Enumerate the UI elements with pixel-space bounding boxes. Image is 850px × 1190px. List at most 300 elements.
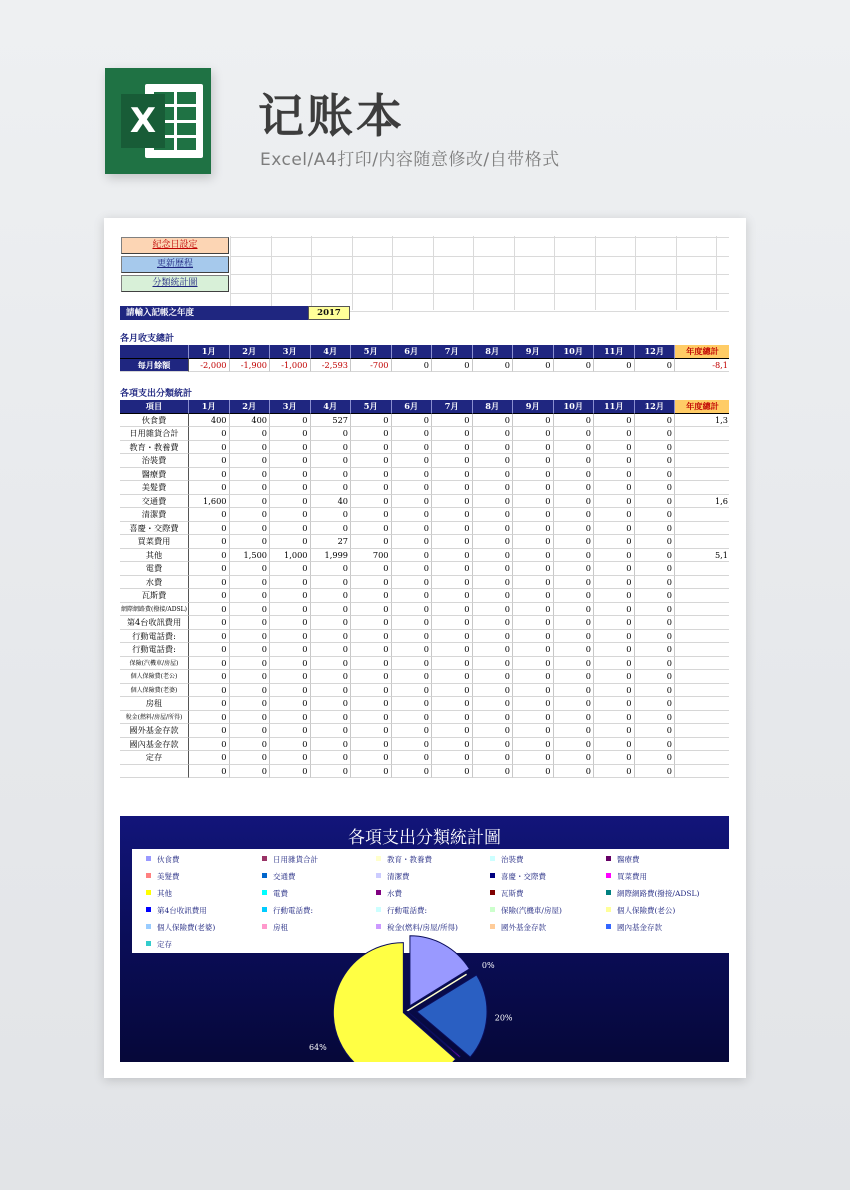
expense-cell: 0 <box>513 535 554 549</box>
header-label-cell <box>120 345 189 359</box>
expense-annual-total <box>675 427 729 441</box>
expense-cell: 0 <box>230 697 271 711</box>
expense-cell: 0 <box>392 616 433 630</box>
expense-cell: 0 <box>230 468 271 482</box>
expense-cell: 0 <box>473 562 514 576</box>
expense-category-label: 行動電話費: <box>120 643 189 657</box>
expense-annual-total <box>675 603 729 617</box>
expense-cell: 0 <box>473 549 514 563</box>
expense-cell: 0 <box>311 468 352 482</box>
expense-cell: 0 <box>230 711 271 725</box>
expense-cell: 0 <box>473 738 514 752</box>
expense-cell: 0 <box>594 454 635 468</box>
expense-cell: 0 <box>554 468 595 482</box>
expense-category-label: 電費 <box>120 562 189 576</box>
expense-cell: 0 <box>230 670 271 684</box>
expense-cell: 0 <box>594 670 635 684</box>
expense-row <box>120 765 729 779</box>
expense-cell: 0 <box>635 697 676 711</box>
expense-cell: 0 <box>554 454 595 468</box>
expense-cell: 0 <box>189 657 230 671</box>
pie-slice-label: 20% <box>494 1013 513 1023</box>
expense-cell: 1,600 <box>189 495 230 509</box>
legend-label: 醫療費 <box>617 855 640 864</box>
grid-line <box>716 236 717 310</box>
legend-label: 國外基金存款 <box>501 923 546 932</box>
expense-cell: 0 <box>432 738 473 752</box>
expense-cell: 0 <box>594 427 635 441</box>
expense-cell: 0 <box>270 765 311 779</box>
expense-cell: 0 <box>432 724 473 738</box>
expense-cell: 0 <box>189 603 230 617</box>
monthly-balance-cell: 0 <box>432 359 473 373</box>
year-prompt-label: 請輸入記帳之年度 <box>120 306 308 320</box>
expense-cell: 0 <box>635 414 676 428</box>
expense-cell: 0 <box>513 589 554 603</box>
expense-cell: 0 <box>594 643 635 657</box>
expense-cell: 0 <box>432 684 473 698</box>
legend-label: 日用雜貨合計 <box>273 855 318 864</box>
expense-category-label: 房租 <box>120 697 189 711</box>
expense-annual-total <box>675 454 729 468</box>
expense-cell: 0 <box>311 751 352 765</box>
monthly-balance-cell: -1,000 <box>270 359 311 373</box>
expense-annual-total <box>675 630 729 644</box>
expense-cell: 0 <box>594 576 635 590</box>
expense-cell: 0 <box>230 616 271 630</box>
expense-cell: 0 <box>635 751 676 765</box>
expense-category-label: 買菜費用 <box>120 535 189 549</box>
pie-slice-label: 0% <box>481 960 495 970</box>
expense-annual-total <box>675 738 729 752</box>
grid-line <box>514 236 515 310</box>
expense-cell: 0 <box>473 508 514 522</box>
expense-cell: 0 <box>189 427 230 441</box>
expense-cell: 0 <box>635 468 676 482</box>
expense-cell: 0 <box>392 522 433 536</box>
expense-cell: 0 <box>230 576 271 590</box>
expense-cell: 0 <box>473 657 514 671</box>
expense-row <box>120 495 729 509</box>
legend-label: 瓦斯費 <box>501 889 524 898</box>
expense-cell: 0 <box>189 751 230 765</box>
month-header-cell: 8月 <box>473 400 514 414</box>
expense-cell: 0 <box>432 495 473 509</box>
expense-cell: 0 <box>351 481 392 495</box>
expense-cell: 0 <box>473 427 514 441</box>
expense-cell: 0 <box>351 508 392 522</box>
expense-category-label: 保險(汽機車/房屋) <box>120 657 189 671</box>
expense-cell: 0 <box>351 495 392 509</box>
grid-line <box>635 236 636 310</box>
expense-cell: 0 <box>594 441 635 455</box>
pie-slice-label: 64% <box>308 1043 327 1053</box>
expense-cell: 0 <box>189 765 230 779</box>
expense-cell: 0 <box>513 427 554 441</box>
expense-cell: 0 <box>513 414 554 428</box>
expense-cell: 0 <box>189 589 230 603</box>
expense-cell: 0 <box>351 468 392 482</box>
expense-cell: 0 <box>230 724 271 738</box>
expense-category-label: 定存 <box>120 751 189 765</box>
grid-line <box>595 236 596 310</box>
expense-cell: 0 <box>594 697 635 711</box>
expense-cell: 0 <box>311 643 352 657</box>
expense-cell: 0 <box>513 576 554 590</box>
monthly-balance-cell: 0 <box>635 359 676 373</box>
expense-section-title: 各項支出分類統計 <box>120 389 193 399</box>
chart-title: 各項支出分類統計圖 <box>348 828 501 848</box>
expense-cell: 0 <box>513 670 554 684</box>
expense-cell: 0 <box>392 427 433 441</box>
expense-cell: 0 <box>473 535 514 549</box>
grid-line <box>230 237 729 238</box>
month-header-cell: 3月 <box>270 345 311 359</box>
expense-cell: 0 <box>392 670 433 684</box>
legend-label: 美髮費 <box>157 872 180 881</box>
expense-cell: 0 <box>594 630 635 644</box>
grid-line <box>433 236 434 310</box>
expense-cell: 27 <box>311 535 352 549</box>
month-header-cell: 1月 <box>189 400 230 414</box>
expense-cell: 0 <box>473 441 514 455</box>
expense-cell: 0 <box>594 495 635 509</box>
expense-cell: 0 <box>230 427 271 441</box>
expense-cell: 0 <box>392 576 433 590</box>
grid-line <box>554 236 555 310</box>
expense-pie-chart <box>120 816 729 1074</box>
expense-cell: 0 <box>351 454 392 468</box>
expense-cell: 0 <box>189 468 230 482</box>
expense-cell: 0 <box>311 454 352 468</box>
expense-cell: 0 <box>189 684 230 698</box>
expense-cell: 0 <box>351 427 392 441</box>
expense-category-label: 日用雜貨合計 <box>120 427 189 441</box>
expense-row <box>120 535 729 549</box>
expense-cell: 0 <box>311 630 352 644</box>
expense-cell: 0 <box>635 603 676 617</box>
expense-cell: 0 <box>189 697 230 711</box>
expense-cell: 0 <box>473 724 514 738</box>
expense-cell: 0 <box>594 535 635 549</box>
expense-cell: 0 <box>230 562 271 576</box>
expense-row <box>120 643 729 657</box>
expense-row <box>120 630 729 644</box>
monthly-section-title: 各月收支總計 <box>120 334 175 344</box>
expense-cell: 0 <box>270 454 311 468</box>
expense-cell: 0 <box>270 630 311 644</box>
expense-cell: 0 <box>473 765 514 779</box>
expense-cell: 0 <box>554 414 595 428</box>
expense-cell: 0 <box>351 738 392 752</box>
update-history-button[interactable]: 更新歷程 <box>121 256 229 273</box>
expense-cell: 0 <box>513 711 554 725</box>
expense-cell: 0 <box>392 630 433 644</box>
expense-cell: 0 <box>635 616 676 630</box>
expense-cell: 0 <box>594 711 635 725</box>
expense-row <box>120 549 729 563</box>
expense-cell: 0 <box>594 468 635 482</box>
expense-cell: 0 <box>432 535 473 549</box>
grid-line <box>271 236 272 310</box>
expense-row <box>120 562 729 576</box>
expense-cell: 0 <box>230 508 271 522</box>
expense-annual-total <box>675 535 729 549</box>
expense-category-label: 交通費 <box>120 495 189 509</box>
expense-cell: 0 <box>351 603 392 617</box>
expense-annual-total <box>675 765 729 779</box>
month-header-cell: 1月 <box>189 345 230 359</box>
expense-cell: 0 <box>351 576 392 590</box>
page-subtitle: Excel/A4打印/内容随意修改/自带格式 <box>260 150 560 170</box>
month-header-cell: 2月 <box>230 400 271 414</box>
expense-cell: 0 <box>473 522 514 536</box>
expense-cell: 0 <box>270 522 311 536</box>
expense-row <box>120 684 729 698</box>
expense-cell: 0 <box>554 724 595 738</box>
expense-cell: 0 <box>351 724 392 738</box>
expense-cell: 0 <box>513 562 554 576</box>
expense-cell: 0 <box>270 441 311 455</box>
grid-line <box>392 236 393 310</box>
expense-cell: 0 <box>392 765 433 779</box>
expense-category-label: 喜慶・交際費 <box>120 522 189 536</box>
month-header-cell: 12月 <box>635 345 676 359</box>
legend-label: 保險(汽機車/房屋) <box>501 906 562 915</box>
expense-annual-total <box>675 670 729 684</box>
expense-cell: 0 <box>594 481 635 495</box>
expense-cell: 0 <box>594 522 635 536</box>
expense-cell: 0 <box>432 562 473 576</box>
month-header-cell: 5月 <box>351 345 392 359</box>
expense-cell: 0 <box>432 630 473 644</box>
expense-cell: 0 <box>189 441 230 455</box>
expense-cell: 0 <box>554 738 595 752</box>
expense-cell: 0 <box>432 508 473 522</box>
expense-cell: 0 <box>635 589 676 603</box>
expense-category-label: 其他 <box>120 549 189 563</box>
expense-cell: 0 <box>554 765 595 779</box>
expense-cell: 0 <box>311 765 352 779</box>
expense-row <box>120 670 729 684</box>
expense-cell: 0 <box>554 535 595 549</box>
expense-row <box>120 738 729 752</box>
expense-row <box>120 724 729 738</box>
expense-cell: 0 <box>230 603 271 617</box>
expense-annual-total <box>675 724 729 738</box>
expense-cell: 0 <box>351 657 392 671</box>
legend-label: 行動電話費: <box>273 906 314 915</box>
expense-cell: 0 <box>432 481 473 495</box>
expense-cell: 0 <box>392 751 433 765</box>
expense-annual-total <box>675 643 729 657</box>
expense-cell: 0 <box>230 535 271 549</box>
expense-cell: 0 <box>554 697 595 711</box>
expense-cell: 0 <box>270 603 311 617</box>
expense-cell: 0 <box>311 576 352 590</box>
expense-cell: 0 <box>554 603 595 617</box>
expense-category-label: 國外基金存款 <box>120 724 189 738</box>
expense-cell: 0 <box>635 549 676 563</box>
expense-category-label: 清潔費 <box>120 508 189 522</box>
expense-annual-total <box>675 468 729 482</box>
legend-label: 第4台收訊費用 <box>157 906 207 915</box>
expense-cell: 0 <box>513 603 554 617</box>
expense-cell: 0 <box>311 724 352 738</box>
expense-cell: 0 <box>635 657 676 671</box>
expense-cell: 0 <box>230 657 271 671</box>
expense-cell: 0 <box>392 724 433 738</box>
expense-row <box>120 468 729 482</box>
expense-annual-total <box>675 441 729 455</box>
expense-cell: 0 <box>473 630 514 644</box>
expense-cell: 0 <box>351 670 392 684</box>
expense-cell: 0 <box>513 724 554 738</box>
expense-cell: 0 <box>473 616 514 630</box>
expense-cell: 0 <box>635 670 676 684</box>
monthly-balance-row <box>120 359 729 373</box>
legend-label: 教育・教養費 <box>387 855 432 864</box>
monthly-balance-cell: -2,593 <box>311 359 352 373</box>
expense-cell: 0 <box>594 765 635 779</box>
expense-cell: 0 <box>270 481 311 495</box>
legend-label: 喜慶・交際費 <box>501 872 546 881</box>
expense-cell: 0 <box>432 751 473 765</box>
expense-cell: 1,500 <box>230 549 271 563</box>
expense-cell: 0 <box>594 684 635 698</box>
month-header-cell: 8月 <box>473 345 514 359</box>
monthly-balance-cell: 0 <box>473 359 514 373</box>
sheet-paper <box>104 218 746 1078</box>
category-chart-button[interactable]: 分類統計圖 <box>121 275 229 292</box>
expense-annual-total <box>675 481 729 495</box>
legend-label: 買菜費用 <box>617 872 647 881</box>
legend-label: 電費 <box>273 889 288 898</box>
expense-cell: 0 <box>635 454 676 468</box>
month-header-cell: 11月 <box>594 345 635 359</box>
expense-cell: 0 <box>189 630 230 644</box>
expense-cell: 0 <box>554 427 595 441</box>
expense-cell: 0 <box>635 684 676 698</box>
expense-cell: 0 <box>392 684 433 698</box>
expense-cell: 0 <box>392 508 433 522</box>
expense-cell: 0 <box>432 427 473 441</box>
expense-row <box>120 657 729 671</box>
expense-cell: 0 <box>554 751 595 765</box>
legend-label: 稅金(燃料/房屋/所得) <box>387 923 458 932</box>
expense-cell: 0 <box>189 724 230 738</box>
legend-label: 個人保險費(老婆) <box>157 923 216 932</box>
expense-cell: 0 <box>311 427 352 441</box>
month-header-cell: 4月 <box>311 400 352 414</box>
expense-cell: 0 <box>189 711 230 725</box>
month-header-cell: 10月 <box>554 345 595 359</box>
expense-cell: 0 <box>513 616 554 630</box>
month-header-row <box>120 345 729 359</box>
expense-cell: 0 <box>392 535 433 549</box>
expense-cell: 0 <box>513 549 554 563</box>
expense-category-label: 網際網路費(撥接/ADSL) <box>120 603 189 617</box>
expense-cell: 0 <box>554 522 595 536</box>
expense-cell: 0 <box>392 562 433 576</box>
expense-annual-total <box>675 751 729 765</box>
expense-cell: 0 <box>392 495 433 509</box>
expense-cell: 0 <box>270 616 311 630</box>
expense-category-label: 治裝費 <box>120 454 189 468</box>
expense-cell: 0 <box>554 657 595 671</box>
expense-cell: 0 <box>351 441 392 455</box>
annual-total-header: 年度總計 <box>675 345 729 359</box>
expense-row <box>120 481 729 495</box>
expense-cell: 0 <box>351 522 392 536</box>
expense-row <box>120 427 729 441</box>
expense-cell: 0 <box>473 454 514 468</box>
expense-cell: 0 <box>432 697 473 711</box>
annual-total-header: 年度總計 <box>675 400 729 414</box>
legend-label: 清潔費 <box>387 872 410 881</box>
monthly-annual-total: -8,1 <box>675 359 729 373</box>
expense-cell: 0 <box>513 441 554 455</box>
expense-cell: 0 <box>554 684 595 698</box>
expense-cell: 0 <box>311 711 352 725</box>
expense-cell: 0 <box>432 468 473 482</box>
month-header-cell: 9月 <box>513 345 554 359</box>
expense-annual-total <box>675 616 729 630</box>
expense-cell: 0 <box>635 427 676 441</box>
expense-cell: 0 <box>473 468 514 482</box>
expense-cell: 0 <box>311 481 352 495</box>
expense-cell: 0 <box>311 589 352 603</box>
expense-cell: 0 <box>189 562 230 576</box>
monthly-balance-cell: 0 <box>513 359 554 373</box>
expense-row <box>120 414 729 428</box>
expense-category-label: 國內基金存款 <box>120 738 189 752</box>
expense-cell: 0 <box>311 522 352 536</box>
expense-cell: 0 <box>554 562 595 576</box>
expense-cell: 0 <box>270 535 311 549</box>
expense-cell: 0 <box>230 751 271 765</box>
expense-cell: 0 <box>513 630 554 644</box>
expense-cell: 0 <box>189 670 230 684</box>
legend-label: 交通費 <box>273 872 296 881</box>
expense-cell: 0 <box>635 765 676 779</box>
grid-line <box>311 236 312 310</box>
legend-label: 行動電話費: <box>387 906 428 915</box>
expense-cell: 0 <box>189 643 230 657</box>
expense-annual-total <box>675 522 729 536</box>
expense-cell: 0 <box>432 616 473 630</box>
expense-cell: 0 <box>432 670 473 684</box>
anniversary-settings-button[interactable]: 紀念日設定 <box>121 237 229 254</box>
year-input[interactable]: 2017 <box>308 306 350 320</box>
expense-cell: 0 <box>230 454 271 468</box>
legend-label: 定存 <box>157 940 172 949</box>
monthly-balance-cell: 0 <box>554 359 595 373</box>
expense-cell: 0 <box>230 630 271 644</box>
expense-cell: 0 <box>594 549 635 563</box>
expense-cell: 0 <box>311 657 352 671</box>
expense-cell: 0 <box>554 589 595 603</box>
expense-cell: 0 <box>189 738 230 752</box>
expense-cell: 1,999 <box>311 549 352 563</box>
monthly-balance-cell: -2,000 <box>189 359 230 373</box>
expense-annual-total: 1,3 <box>675 414 729 428</box>
expense-category-label: 醫療費 <box>120 468 189 482</box>
expense-cell: 0 <box>311 697 352 711</box>
expense-cell: 0 <box>594 603 635 617</box>
expense-cell: 0 <box>432 657 473 671</box>
expense-cell: 0 <box>473 589 514 603</box>
